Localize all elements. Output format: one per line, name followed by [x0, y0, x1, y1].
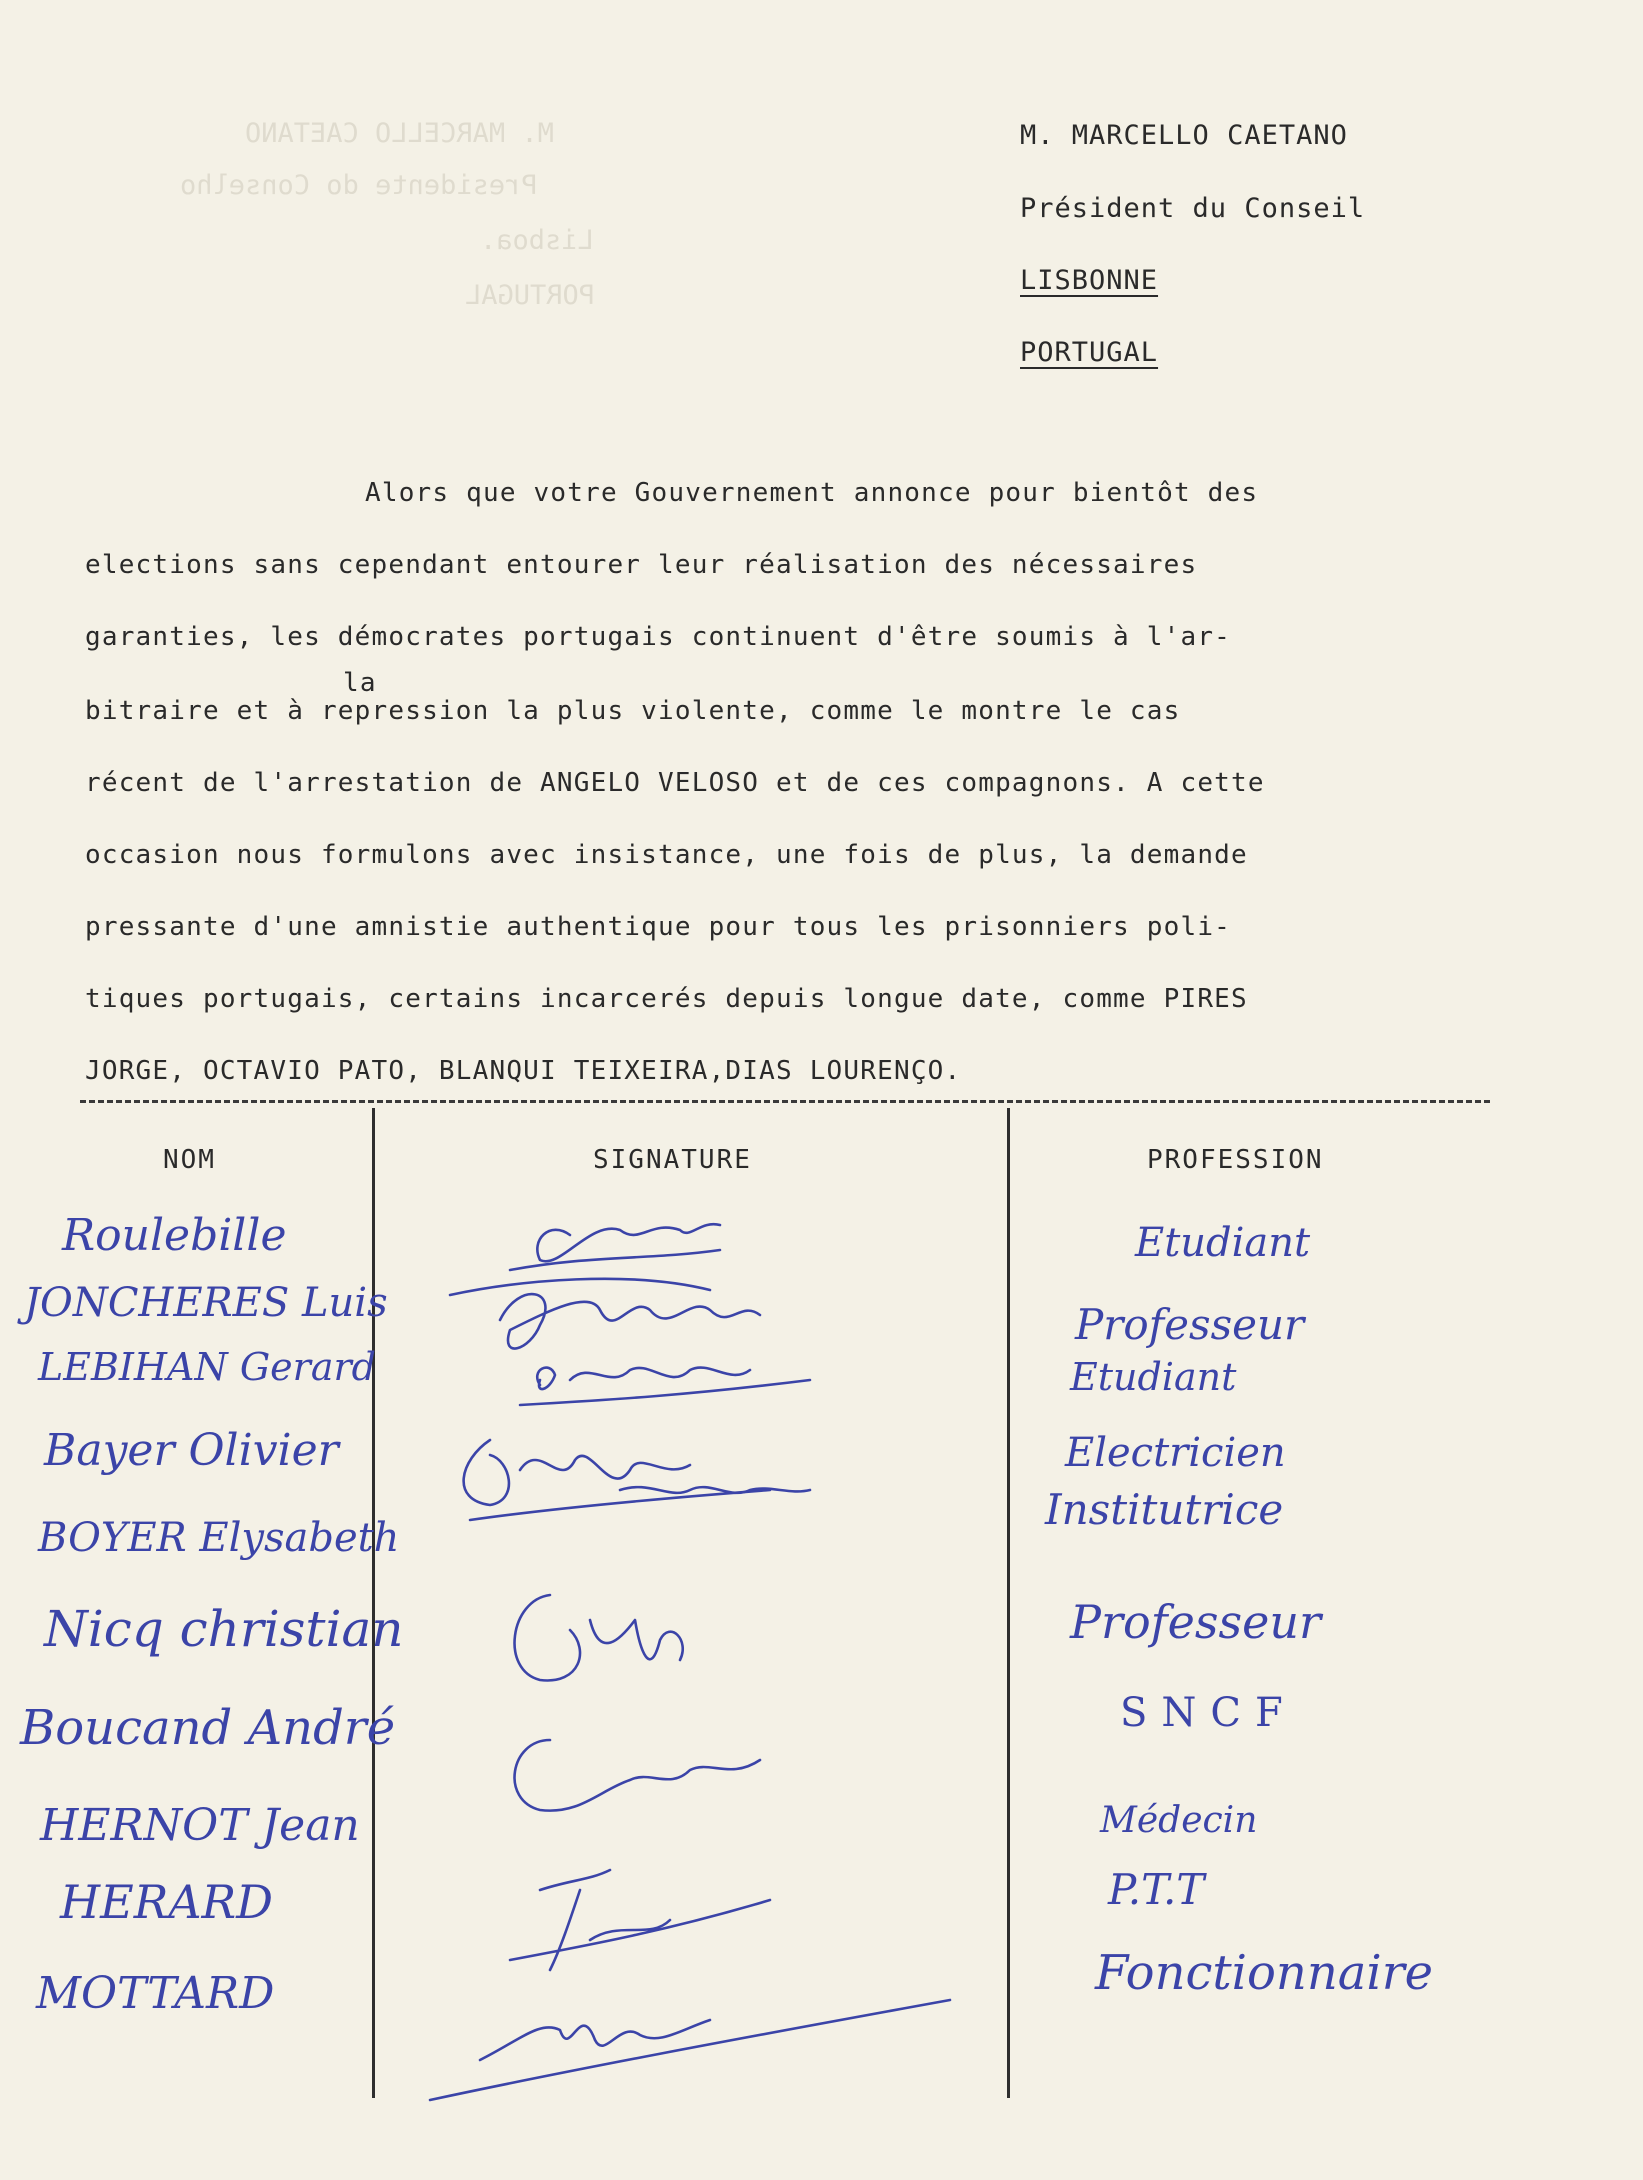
body-line-insert: la	[343, 668, 377, 698]
ghost-line-3: Lisboa.	[480, 225, 594, 256]
header-profession: PROFESSION	[1147, 1145, 1324, 1175]
signature-2	[450, 1279, 760, 1349]
name-10: MOTTARD	[36, 1968, 275, 2019]
signature-5	[620, 1487, 810, 1493]
name-2: JONCHERES Luis	[24, 1280, 388, 1326]
name-8: HERNOT Jean	[40, 1800, 360, 1851]
profession-1: Etudiant	[1135, 1220, 1311, 1266]
body-line-8: tiques portugais, certains incarcerés depuis longue date, comme PIRES	[85, 984, 1248, 1014]
body-line-7: pressante d'une amnistie authentique pour tous les prisonniers poli-	[85, 912, 1232, 942]
body-line-4: bitraire et à repression la plus violente, comme le montre le cas	[85, 696, 1181, 726]
signature-6	[515, 1595, 683, 1680]
signature-scribbles	[390, 1200, 1010, 2180]
name-5: BOYER Elysabeth	[38, 1515, 400, 1561]
body-line-2: elections sans cependant entourer leur réalisation des nécessaires	[85, 550, 1198, 580]
name-4: Bayer Olivier	[44, 1425, 339, 1476]
name-6: Nicq christian	[44, 1600, 404, 1658]
signature-9	[430, 2000, 950, 2100]
ghost-line-1: M. MARCELLO CAETANO	[245, 118, 554, 149]
recipient-name: M. MARCELLO CAETANO	[1020, 120, 1348, 151]
profession-7: SNCF	[1120, 1690, 1297, 1736]
signature-8	[510, 1870, 770, 1970]
signature-1	[510, 1224, 720, 1270]
body-line-1: Alors que votre Gouvernement annonce pour bientôt des	[365, 478, 1259, 508]
table-top-rule	[80, 1100, 1490, 1103]
recipient-title: Président du Conseil	[1020, 193, 1366, 224]
ghost-line-2: Presidente do Conselho	[180, 170, 538, 201]
profession-8: Médecin	[1100, 1800, 1258, 1841]
ghost-line-4: PORTUGAL	[465, 280, 596, 311]
name-1: Roulebille	[62, 1210, 287, 1261]
profession-3: Etudiant	[1070, 1355, 1237, 1399]
name-9: HERARD	[60, 1875, 274, 1929]
signature-3	[520, 1368, 810, 1405]
profession-5: Institutrice	[1045, 1485, 1284, 1534]
header-nom: NOM	[163, 1145, 216, 1175]
name-7: Boucand André	[20, 1700, 396, 1756]
body-line-5: récent de l'arrestation de ANGELO VELOSO et de ces compagnons. A cette	[85, 768, 1265, 798]
body-line-9: JORGE, OCTAVIO PATO, BLANQUI TEIXEIRA,DIAS LOURENÇO.	[85, 1056, 962, 1086]
name-3: LEBIHAN Gerard	[38, 1345, 376, 1389]
profession-2: Professeur	[1075, 1300, 1305, 1349]
signature-7	[515, 1740, 760, 1811]
recipient-city: LISBONNE	[1020, 265, 1159, 296]
recipient-country: PORTUGAL	[1020, 337, 1159, 368]
profession-4: Electricien	[1065, 1430, 1286, 1476]
profession-6: Professeur	[1070, 1595, 1321, 1649]
header-signature: SIGNATURE	[593, 1145, 752, 1175]
body-line-6: occasion nous formulons avec insistance, une fois de plus, la demande	[85, 840, 1248, 870]
signature-4	[464, 1440, 770, 1520]
body-line-3: garanties, les démocrates portugais continuent d'être soumis à l'ar-	[85, 622, 1232, 652]
profession-10: Fonctionnaire	[1095, 1945, 1434, 2001]
profession-9: P.T.T	[1108, 1865, 1205, 1914]
